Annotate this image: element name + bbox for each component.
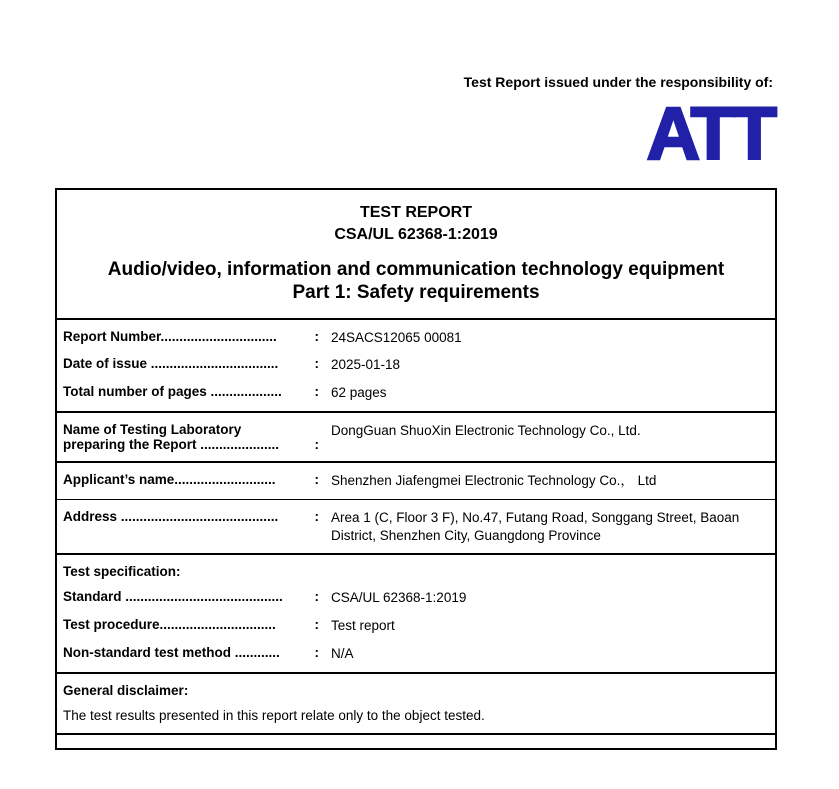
att-logo: ATT (646, 92, 773, 175)
colon: : (314, 328, 319, 344)
colon: : (314, 617, 319, 633)
lab-label-line2: preparing the Report ..................... : (63, 436, 319, 452)
total-pages-row (57, 379, 775, 407)
field-value: 62 pages (331, 385, 387, 401)
date-of-issue-row (57, 351, 775, 379)
field-label: Standard .......................................... : (63, 589, 319, 605)
report-title: TEST REPORT (359, 204, 472, 221)
non-standard-method-row (57, 640, 775, 668)
colon: : (314, 356, 319, 372)
subtitle-equipment: Audio/video, information and communication technology equipment (107, 259, 725, 281)
field-label: Total number of pages ................... : (63, 384, 319, 400)
colon: : (314, 436, 319, 452)
lab-section (57, 413, 775, 463)
test-specification-heading: Test specification: (63, 564, 181, 580)
address-row (57, 504, 775, 550)
empty-bottom-row (57, 735, 775, 748)
field-value: Shenzhen Jiafengmei Electronic Technology Co.， Ltd (331, 472, 657, 488)
general-disclaimer-section (57, 674, 775, 735)
report-table (55, 188, 777, 750)
subtitle-part: Part 1: Safety requirements (292, 282, 540, 304)
test-specification-section (57, 555, 775, 673)
report-standard-title: CSA/UL 62368-1:2019 (334, 225, 498, 243)
colon: : (314, 645, 319, 661)
field-label: Test procedure............................... : (63, 617, 319, 633)
field-label: Non-standard test method ............ : (63, 645, 319, 661)
general-disclaimer-heading: General disclaimer: (63, 682, 189, 698)
field-value: Test report (331, 618, 395, 634)
field-label (63, 422, 319, 452)
field-value: DongGuan ShuoXin Electronic Technology Co., Ltd. (331, 422, 641, 438)
field-label: Report Number............................... : (63, 328, 319, 344)
colon: : (314, 589, 319, 605)
field-value: 24SACS12065 00081 (331, 329, 462, 345)
masthead-text: Test Report issued under the responsibility of: (463, 74, 773, 90)
field-value: Area 1 (C, Floor 3 F), No.47, Futang Road, Songgang Street, Baoan District, Shenzhen City, Guangdong Province (331, 509, 740, 543)
field-label: Date of issue .................................. : (63, 356, 319, 372)
applicant-name-section (57, 463, 775, 500)
report-number-row (57, 324, 775, 352)
colon: : (314, 384, 319, 400)
logo-row (0, 92, 839, 178)
field-label: Applicant’s name........................... : (63, 471, 319, 487)
info-section (57, 320, 775, 413)
testing-laboratory-row (57, 417, 775, 457)
title-block (57, 190, 775, 320)
address-section (57, 500, 775, 556)
test-procedure-row (57, 612, 775, 640)
lab-label-line1: Name of Testing Laboratory (63, 421, 242, 437)
colon: : (314, 508, 319, 524)
field-value: N/A (331, 646, 354, 662)
standard-row (57, 584, 775, 612)
colon: : (314, 471, 319, 487)
field-value: CSA/UL 62368-1:2019 (331, 590, 467, 606)
field-value: 2025-01-18 (331, 357, 401, 373)
field-label: Address .......................................... : (63, 508, 319, 524)
disclaimer-text: The test results presented in this report relate only to the object tested. (63, 707, 485, 723)
applicant-name-row (57, 467, 775, 495)
